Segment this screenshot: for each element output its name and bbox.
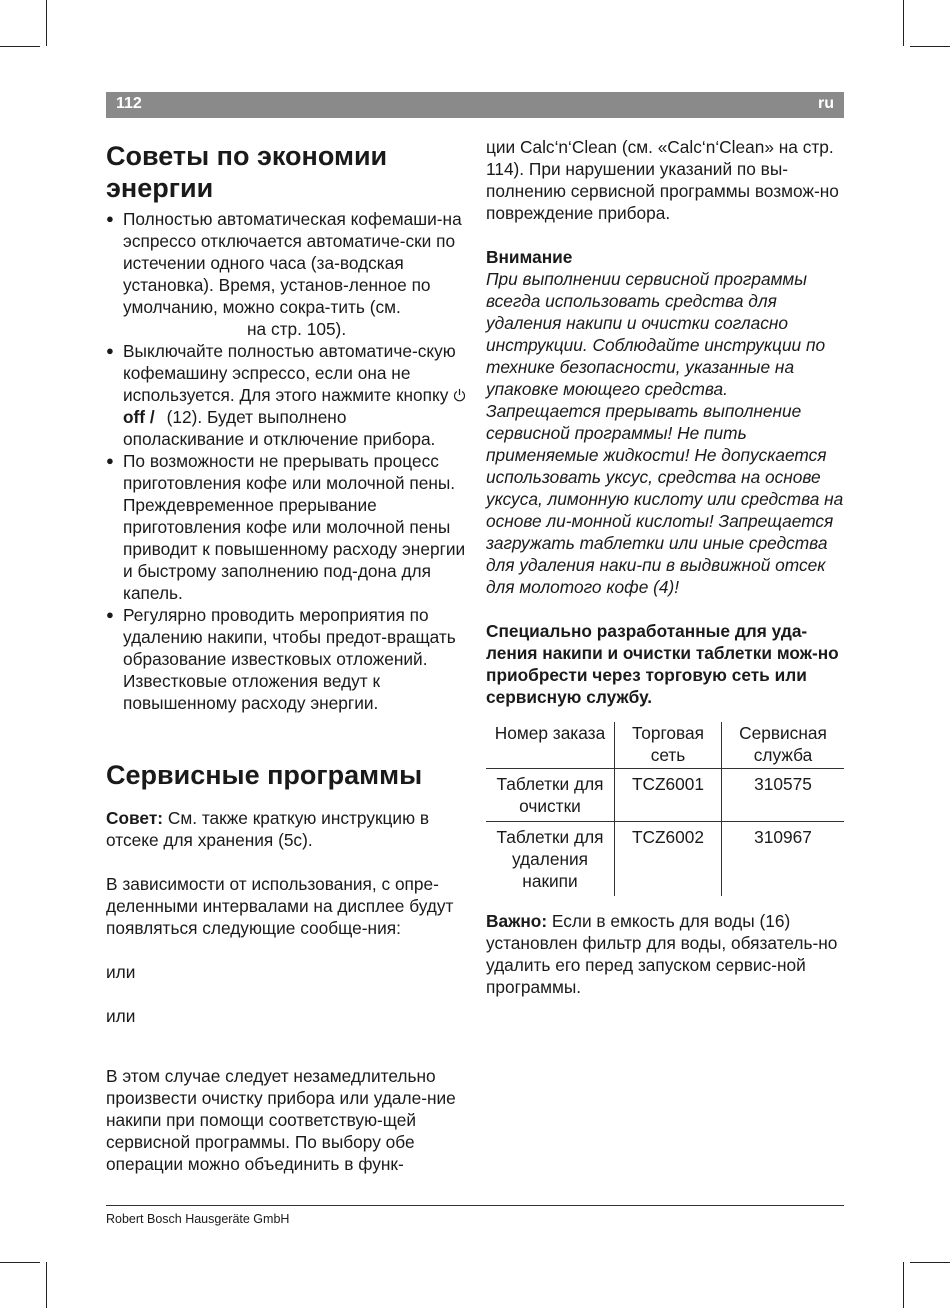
table-cell: 310575	[722, 769, 845, 822]
crop-mark	[0, 46, 40, 47]
off-button-label: off /	[123, 407, 155, 427]
table-cell: Таблетки для очистки	[486, 769, 615, 822]
page-header-bar	[106, 92, 844, 118]
important-paragraph	[486, 910, 846, 998]
tablets-info-paragraph: Специально разработанные для уда-ления накипи и очистки таблетки мож-но приобрести через торговую сеть или сервисную службу.	[486, 621, 839, 707]
table-cell: TCZ6001	[615, 769, 722, 822]
crop-mark	[910, 46, 950, 47]
or-text: или	[106, 962, 136, 982]
attention-text: При выполнении сервисной программы всегда использовать средства для удаления накипи и очистки согласно инструкции. Соблюдайте инструкции по технике безопасности, указанные на упаковке моющего средства. Запрещается прерывать выполнение сервисной программы! Не пить применяемые жидкости! Не допускается использовать уксус, средства на основе уксуса, лимонную кислоту или средства на основе ли-монной кислоты! Запрещается загружать таблетки или иные средства для удаления наки-пи в выдвижной отсек для молотого кофе (4)!	[486, 269, 844, 597]
tip-text: См. также краткую инструкцию в отсеке для хранения (5c).	[106, 808, 430, 850]
section-title-energy: Советы по экономии энергии	[106, 141, 388, 203]
continued-paragraph: ции Calc‘n‘Clean (см. «Calc‘n‘Clean» на стр. 114). При нарушении указаний по вы-полнению сервисной программы возмож-но повреждение прибора.	[486, 137, 839, 223]
table-cell: Таблетки для удаления накипи	[486, 822, 615, 897]
table-cell: 310967	[754, 827, 812, 847]
table-header-cell: Торговая сеть	[615, 722, 722, 769]
crop-mark	[0, 1262, 40, 1263]
tip-label: Совет:	[106, 808, 164, 828]
bullet-text: Выключайте полностью автоматиче-скую кофемашину эспрессо, если она не используется. Для этого нажмите кнопку	[123, 341, 456, 405]
tip-paragraph	[106, 807, 472, 851]
crop-mark	[46, 0, 47, 46]
table-header-cell: Номер заказа	[486, 722, 615, 769]
right-column	[486, 136, 846, 998]
order-number-table	[486, 722, 844, 896]
or-text: или	[106, 1006, 136, 1026]
crop-mark	[46, 1262, 47, 1308]
service-intro-paragraph: В зависимости от использования, с опре-деленными интервалами на дисплее будут появляться следующие сообще-ния:	[106, 874, 454, 938]
page-number: 112	[116, 95, 142, 112]
crop-mark	[903, 1262, 904, 1308]
important-label: Важно:	[486, 911, 548, 931]
list-item	[106, 340, 472, 450]
left-column	[106, 136, 472, 1175]
bullet-text-ref: на стр. 105).	[247, 319, 347, 339]
list-item	[106, 208, 472, 340]
power-button-icon	[453, 385, 466, 405]
table-row	[486, 769, 844, 822]
section-title-service: Сервисные программы	[106, 760, 423, 790]
table-header-cell: Сервисная служба	[722, 722, 845, 769]
language-code: ru	[818, 95, 834, 112]
footer-divider	[106, 1205, 844, 1206]
table-row	[486, 822, 844, 897]
attention-label: Внимание	[486, 247, 573, 267]
bullet-text: Полностью автоматическая кофемаши-на эспрессо отключается автоматиче-ски по истечении одного часа (за-водская установка). Время, установ-ленное по умолчанию, можно сокра-тить (см.	[123, 209, 462, 317]
crop-mark	[910, 1262, 950, 1263]
list-item: ● По возможности не прерывать процесс приготовления кофе или молочной пены. Преждевременное прерывание приготовления кофе или молочной пены приводит к повышенному расходу энергии и быстрому заполнению под-дона для капель.	[106, 450, 472, 604]
energy-tips-list	[106, 208, 472, 714]
bullet-text: (12). Будет выполнено ополаскивание и отключение прибора.	[123, 407, 436, 449]
footer-company: Robert Bosch Hausgeräte GmbH	[106, 1212, 290, 1226]
list-item: ● Регулярно проводить мероприятия по удалению накипи, чтобы предот-вращать образование известковых отложений. Известковые отложения ведут к повышенному расходу энергии.	[106, 604, 472, 714]
crop-mark	[903, 0, 904, 46]
important-text: Если в емкость для воды (16) установлен фильтр для воды, обязатель-но удалить его перед запуском сервис-ной программы.	[486, 911, 838, 997]
table-cell: TCZ6002	[615, 822, 722, 897]
table-header-row	[486, 722, 844, 769]
service-action-paragraph: В этом случае следует незамедлительно произвести очистку прибора или удале-ние накипи при помощи соответствую-щей сервисной программы. По выбору обе операции можно объединить в функ-	[106, 1066, 456, 1174]
